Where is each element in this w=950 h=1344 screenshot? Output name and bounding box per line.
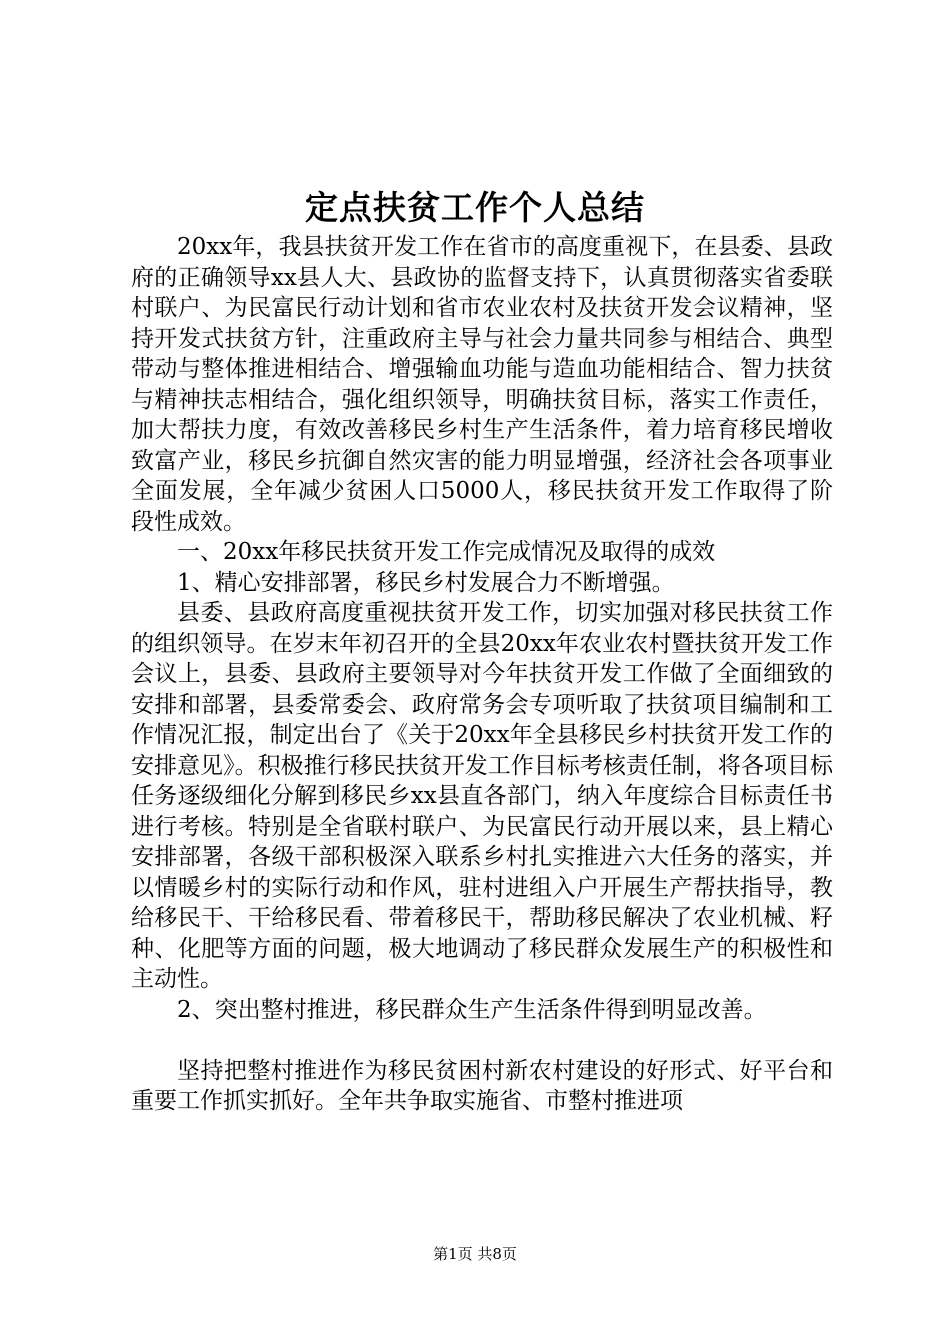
page-footer: 第1页 共8页: [433, 1245, 517, 1263]
subsection-heading-1: 1、精心安排部署，移民乡村发展合力不断增强。: [177, 569, 675, 596]
section-heading: 一、20xx年移民扶贫开发工作完成情况及取得的成效: [177, 539, 716, 565]
paragraph-village-promotion: 坚持把整村推进作为移民贫困村新农村建设的好形式、好平台和重要工作抓实抓好。全年共争取实施省、市整村推进项: [131, 1057, 833, 1114]
paragraph-intro: 20xx年，我县扶贫开发工作在省市的高度重视下，在县委、县政府的正确领导xx县人大、县政协的监督支持下，认真贯彻落实省委联村联户、为民富民行动计划和省市农业农村及扶贫开发会议精神，坚持开发式扶贫方针，注重政府主导与社会力量共同参与相结合、典型带动与整体推进相结合、增强输血功能与造血功能相结合、智力扶贫与精神扶志相结合，强化组织领导，明确扶贫目标，落实工作责任，加大帮扶力度，有效改善移民乡村生产生活条件，着力培育移民增收致富产业，移民乡抗御自然灾害的能力明显增强，经济社会各项事业全面发展，全年减少贫困人口5000人，移民扶贫开发工作取得了阶段性成效。: [131, 234, 833, 535]
subsection-heading-2: 2、突出整村推进，移民群众生产生活条件得到明显改善。: [177, 996, 767, 1023]
document-title: 定点扶贫工作个人总结: [305, 188, 645, 227]
paragraph-deployment: 县委、县政府高度重视扶贫开发工作，切实加强对移民扶贫工作的组织领导。在岁末年初召开的全县20xx年农业农村暨扶贫开发工作会议上，县委、县政府主要领导对今年扶贫开发工作做了全面细致的安排和部署，县委常委会、政府常务会专项听取了扶贫项目编制和工作情况汇报，制定出台了《关于20xx年全县移民乡村扶贫开发工作的安排意见》。积极推行移民扶贫开发工作目标考核责任制，将各项目标任务逐级细化分解到移民乡xx县直各部门，纳入年度综合目标责任书进行考核。特别是全省联村联户、为民富民行动开展以来，县上精心安排部署，各级干部积极深入联系乡村扎实推进六大任务的落实，并以情暖乡村的实际行动和作风，驻村进组入户开展生产帮扶指导，教给移民干、干给移民看、带着移民干，帮助移民解决了农业机械、籽种、化肥等方面的问题，极大地调动了移民群众发展生产的积极性和主动性。: [131, 600, 833, 992]
document-body: [131, 232, 833, 1117]
